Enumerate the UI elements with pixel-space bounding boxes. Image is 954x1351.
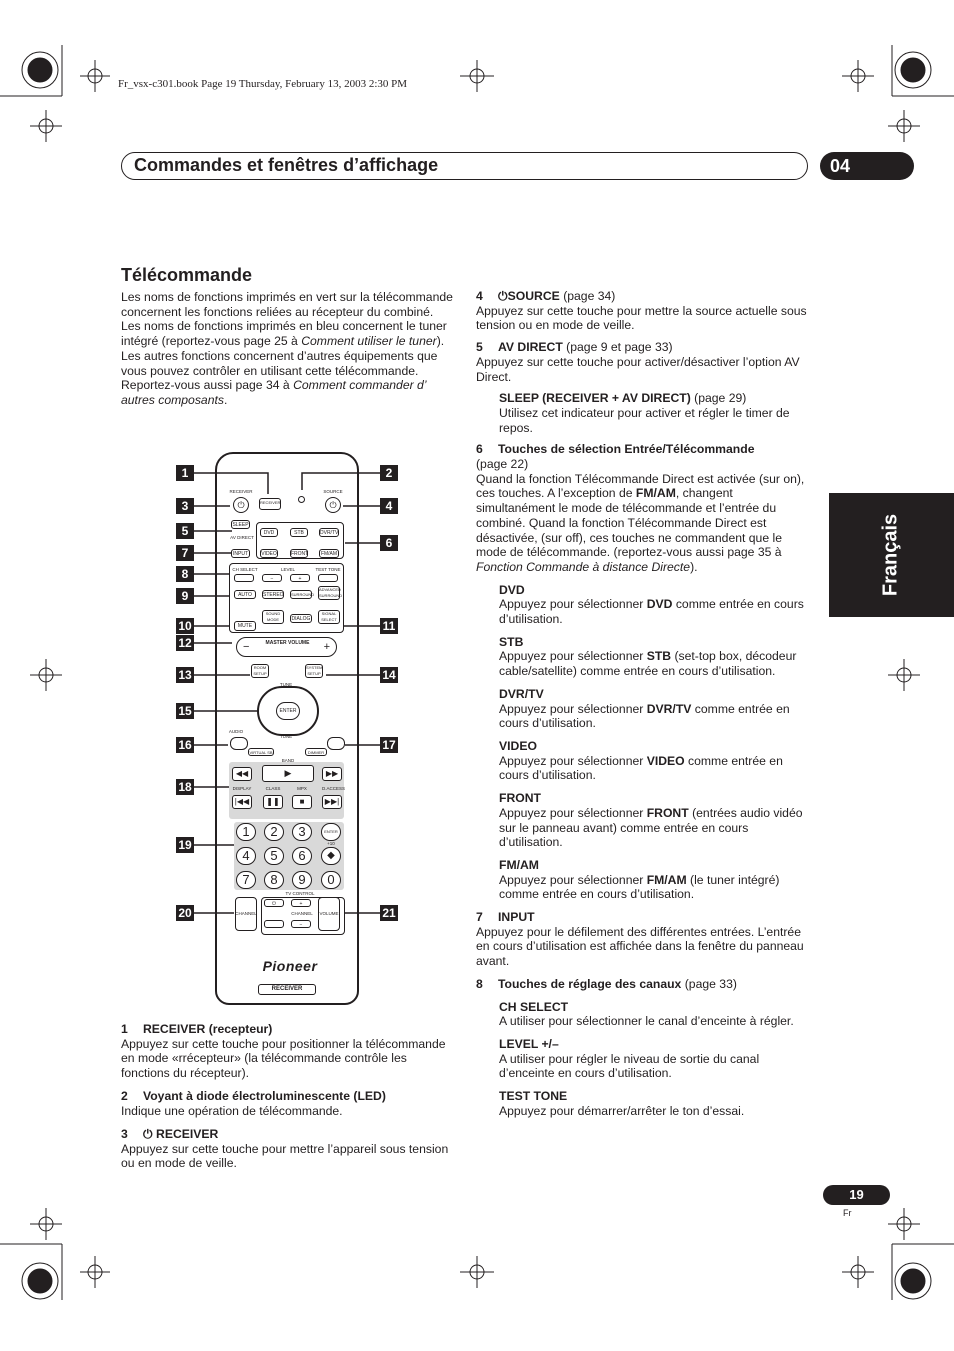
item-6-text-c: ). — [690, 559, 698, 574]
item-6-text — [476, 472, 810, 575]
item-4-ref: (page 34) — [563, 289, 616, 303]
item-1-heading — [121, 1022, 454, 1037]
intro-em-2: Comment commander d’ autres composants — [121, 378, 426, 407]
fm-am-button[interactable]: FM/AM — [320, 551, 338, 557]
item-1-title: RECEIVER (recepteur) — [143, 1022, 273, 1036]
class-label: CLASS — [265, 786, 281, 791]
sub-stb-bold: STB — [646, 649, 672, 664]
intro-text-2: ). Les autres fonctions concernent d’autres équipements que vous pouvez contrôler en utilisant cette télécommande. Reportez-vous aussi page 34 à — [121, 334, 445, 393]
test-tone-button[interactable] — [318, 574, 338, 582]
audio-label: AUDIO — [228, 729, 244, 734]
callout-16: 16 — [176, 737, 194, 753]
sub-fmam-bold: FM/AM — [646, 872, 687, 887]
volume-plus-icon[interactable]: + — [323, 641, 330, 653]
channel-subitems — [476, 992, 810, 1119]
item-6-text-b: , changent simultanément le mode de télécommande et l’entrée du combiné. Quand la fonction Télécommande Direct est désactivée, (sur off), ces touches ne commandent que le mode de télécommande. (reportez-vous aussi page 35 à — [476, 486, 782, 560]
receiver-power-button[interactable]: ⏻ — [233, 497, 249, 513]
sub-fmam-text — [499, 873, 810, 902]
callout-1: 1 — [176, 465, 194, 481]
room-setup-button[interactable]: ROOM SETUP — [251, 664, 269, 678]
item-5-heading — [476, 340, 810, 355]
item-4-number: 4 — [476, 289, 483, 303]
digit-5-button[interactable]: 5 — [264, 847, 284, 865]
item-2-title: Voyant à diode électroluminescente (LED) — [143, 1089, 386, 1103]
led-indicator — [298, 496, 305, 503]
item-3-text: Appuyez sur cette touche pour mettre l’appareil sous tension ou en mode de veille. — [121, 1141, 449, 1171]
sub-ch-select-title: CH SELECT — [499, 999, 569, 1014]
digit-0-button[interactable]: 0 — [321, 871, 341, 889]
callout-18: 18 — [176, 779, 194, 795]
callout-12: 12 — [176, 635, 194, 651]
signal-select-button[interactable]: SIGNAL SELECT — [318, 610, 340, 624]
sub-stb-title: STB — [499, 634, 524, 649]
language-tab-label: Français — [879, 513, 902, 597]
callout-11: 11 — [380, 618, 398, 634]
sub-video-pre: Appuyez pour sélectionner — [499, 753, 647, 768]
callout-4: 4 — [380, 498, 398, 514]
sub-stb-text — [499, 649, 810, 678]
left-item-1 — [121, 1022, 454, 1081]
item-7-heading — [476, 910, 810, 925]
sub-video-bold: VIDEO — [646, 753, 685, 768]
mpx-label: MPX — [297, 786, 307, 791]
item-8-number: 8 — [476, 976, 483, 991]
input-button[interactable]: INPUT — [233, 551, 248, 557]
chapter-title: Commandes et fenêtres d’affichage — [121, 152, 808, 180]
receiver-mode-button[interactable]: RECEIVER — [259, 498, 281, 510]
sub-ch-select-text: A utiliser pour sélectionner le canal d’enceinte à régler. — [499, 1014, 794, 1029]
sub-dvrtv-title: DVR/TV — [499, 686, 544, 701]
item-6-ref: (page 22) — [476, 457, 529, 472]
sub-fmam-title: FM/AM — [499, 857, 539, 872]
item-6-em: Fonction Commande à distance Directe — [476, 559, 691, 574]
sub-video-text — [499, 754, 810, 783]
item-3-title: RECEIVER — [156, 1127, 219, 1141]
sub-dvd-title: DVD — [499, 582, 525, 597]
sub-test-tone-title: TEST TONE — [499, 1089, 568, 1104]
sub-dvrtv-text — [499, 702, 810, 731]
item-6-number: 6 — [476, 442, 483, 457]
page-language: Fr — [843, 1208, 852, 1218]
display-label: DISPLAY — [232, 786, 252, 791]
sub-dvd-post: comme entrée en cours d’utilisation. — [499, 597, 804, 627]
receiver-label: RECEIVER — [229, 489, 253, 494]
sound-mode-button[interactable]: SOUND MODE — [262, 610, 284, 624]
sub-fmam-post: (le tuner intégré) comme entrée en cours d’utilisation. — [499, 872, 780, 902]
left-item-2 — [121, 1089, 454, 1118]
tv-control-label: TV CONTROL — [285, 891, 315, 896]
volume-label: VOLUME — [319, 911, 339, 916]
digit-1-button[interactable]: 1 — [236, 823, 256, 841]
master-volume-button[interactable] — [236, 637, 337, 657]
enter-button[interactable]: ENTER — [276, 702, 300, 720]
callout-8: 8 — [176, 566, 194, 582]
plus10-button[interactable]: ◆ — [321, 847, 341, 865]
front-button[interactable]: FRONT — [291, 551, 309, 557]
sleep-heading — [499, 391, 810, 406]
advanced-surround-button[interactable]: ADVANCED SURROUND — [319, 587, 343, 598]
stop-button[interactable]: ■ — [292, 795, 312, 809]
sub-dvrtv-pre: Appuyez pour sélectionner — [499, 701, 647, 716]
d-access-label: D.ACCESS — [322, 786, 346, 791]
sub-dvrtv-post: comme entrée en cours d’utilisation. — [499, 701, 790, 731]
sub-test-tone-text: Appuyez pour démarrer/arrêter le ton d’essai. — [499, 1103, 745, 1118]
item-5-text: Appuyez sur cette touche pour activer/désactiver l’option AV Direct. — [476, 354, 800, 384]
sub-front-post: (entrées audio vidéo sur le panneau avant) comme entrée en cours d’utilisation. — [499, 805, 803, 850]
sleep-title: SLEEP (RECEIVER + AV DIRECT) — [499, 391, 691, 406]
plus10-label: +10 — [327, 841, 335, 846]
sub-stb-pre: Appuyez pour sélectionner — [499, 649, 647, 664]
ch-select-button[interactable] — [234, 574, 254, 582]
item-1-text: Appuyez sur cette touche pour positionner la télécommande en mode «rrécepteur» (la télécommande contrôle les fonctions du récepteur). — [121, 1036, 446, 1081]
item-6-bold: FM/AM — [635, 486, 676, 501]
tv-channel-label: CHANNEL — [291, 911, 313, 916]
item-3-number: 3 — [121, 1127, 128, 1141]
item-7-title: INPUT — [498, 910, 535, 925]
sub-front-text — [499, 806, 810, 850]
tune-up-label: TUNE — [279, 682, 293, 687]
sub-fmam-pre: Appuyez pour sélectionner — [499, 872, 647, 887]
sub-front-bold: FRONT — [646, 805, 689, 820]
callout-5: 5 — [176, 523, 194, 539]
channel-label: CHANNEL — [235, 911, 257, 916]
sleep-text: Utilisez cet indicateur pour activer et régler le timer de repos. — [499, 405, 790, 435]
play-button[interactable]: ▶ — [262, 765, 314, 782]
virtual-sb-button[interactable]: VIRTUAL SB — [249, 750, 273, 755]
pause-button[interactable]: ❚❚ — [263, 795, 283, 809]
master-volume-label: MASTER VOLUME — [265, 640, 310, 646]
tv-channel-up-button[interactable]: + — [291, 899, 311, 907]
mute-button[interactable]: MUTE — [234, 621, 256, 631]
stereo-button[interactable]: STEREO — [263, 592, 284, 598]
sub-video-title: VIDEO — [499, 738, 537, 753]
tune-down-label: TUNE — [279, 734, 293, 739]
forward-button[interactable]: ▶▶ — [322, 767, 342, 781]
item-2-text: Indique une opération de télécommande. — [121, 1103, 343, 1118]
dvd-button[interactable]: DVD — [260, 528, 278, 537]
system-setup-button[interactable]: SYSTEM SETUP — [306, 665, 323, 676]
item-5-number: 5 — [476, 340, 483, 355]
sub-dvd-text — [499, 597, 810, 626]
sub-video-post: comme entrée en cours d’utilisation. — [499, 753, 783, 783]
callout-10: 10 — [176, 618, 194, 634]
tv-power-button[interactable]: ⏻ — [264, 899, 284, 907]
test-tone-label: TEST TONE — [315, 567, 341, 572]
item-6-text-a: Quand la fonction Télécommande Direct est activée (sur on), ces touches. A l’exception de — [476, 471, 805, 501]
auto-button[interactable]: AUTO — [234, 590, 256, 599]
sleep-ref: (page 29) — [694, 391, 747, 406]
next-button[interactable]: ▶▶| — [322, 795, 342, 809]
callout-6: 6 — [380, 535, 398, 551]
callout-9: 9 — [176, 588, 194, 604]
guide-button[interactable] — [327, 737, 345, 750]
surround-button[interactable]: SURROUND — [291, 592, 315, 597]
callout-3: 3 — [176, 498, 194, 514]
sub-front-title: FRONT — [499, 791, 541, 806]
sleep-subitem — [476, 391, 810, 435]
left-item-3 — [121, 1127, 454, 1171]
enter-keypad-button[interactable]: ENTER — [321, 823, 341, 841]
callout-17: 17 — [380, 737, 398, 753]
callout-13: 13 — [176, 667, 194, 683]
callout-21: 21 — [380, 905, 398, 921]
callout-15: 15 — [176, 703, 194, 719]
dialog-button[interactable]: DIALOG — [291, 616, 311, 622]
callout-19: 19 — [176, 837, 194, 853]
input-subitems — [476, 575, 810, 902]
source-power-icon: ⏻ — [498, 289, 508, 303]
item-8-title: Touches de réglage des canaux — [498, 976, 682, 991]
page-number: 19 — [823, 1185, 890, 1205]
file-header: Fr_vsx-c301.book Page 19 Thursday, February 13, 2003 2:30 PM — [118, 78, 408, 90]
dimmer-button[interactable]: DIMMER — [305, 748, 327, 756]
sub-dvd-pre: Appuyez pour sélectionner — [499, 597, 647, 612]
callout-7: 7 — [176, 545, 194, 561]
power-icon: ⏻ — [143, 1127, 157, 1141]
ch-select-label: CH SELECT — [232, 567, 258, 572]
item-6-heading — [476, 442, 810, 457]
bottom-receiver-button[interactable]: RECEIVER — [258, 984, 316, 995]
item-1-number: 1 — [121, 1022, 128, 1036]
source-label: SOURCE — [323, 489, 343, 494]
tv-input-button[interactable] — [264, 920, 284, 928]
intro-em-1: Comment utiliser le tuner — [301, 334, 437, 349]
item-2-heading — [121, 1089, 454, 1104]
item-3-heading — [121, 1127, 454, 1142]
level-plus-button[interactable]: + — [290, 574, 310, 582]
sleep-button[interactable]: SLEEP — [232, 522, 249, 528]
right-column — [476, 289, 810, 1118]
intro-text-1: Les noms de fonctions imprimés en vert sur la télécommande concernent les fonctions reliées au récepteur du combiné. Les noms de fonctions imprimés en bleu concernent le tuner intégré (reportez-vous page 25 à — [121, 290, 453, 349]
sub-level-title: LEVEL +/– — [499, 1036, 559, 1051]
dvr-tv-button[interactable]: DVR/TV — [320, 530, 339, 536]
item-4-heading — [476, 289, 810, 304]
sub-level-text: A utiliser pour régler le niveau de sortie du canal d’enceinte en cours d’utilisation. — [499, 1051, 760, 1081]
callout-14: 14 — [380, 667, 398, 683]
item-8-heading — [476, 977, 810, 992]
previous-button[interactable]: |◀◀ — [232, 795, 252, 809]
callout-2: 2 — [380, 465, 398, 481]
volume-minus-icon: − — [243, 641, 250, 653]
item-5-ref: (page 9 et page 33) — [566, 340, 673, 355]
callout-20: 20 — [176, 905, 194, 921]
intro-text-3: . — [223, 392, 228, 407]
item-6-title: Touches de sélection Entrée/Télécommande — [498, 442, 755, 457]
tv-channel-down-button[interactable]: − — [291, 920, 311, 928]
digit-8-button[interactable]: 8 — [264, 871, 284, 889]
pioneer-logo: Pioneer — [262, 958, 318, 974]
item-5-title: AV DIRECT — [498, 340, 563, 355]
video-button[interactable]: VIDEO — [261, 551, 277, 557]
digit-6-button[interactable]: 6 — [292, 847, 312, 865]
digit-9-button[interactable]: 9 — [292, 871, 312, 889]
digit-3-button[interactable]: 3 — [292, 823, 312, 841]
sub-stb-post: (set-top box, décodeur cable/satellite) comme entrée en cours d’utilisation. — [499, 649, 797, 679]
section-title: Télécommande — [121, 265, 253, 285]
digit-2-button[interactable]: 2 — [264, 823, 284, 841]
item-4-title: SOURCE — [507, 289, 560, 303]
stb-button[interactable]: STB — [290, 528, 308, 537]
item-4-text: Appuyez sur cette touche pour mettre la source actuelle sous tension ou en mode de veille. — [476, 303, 807, 333]
sub-front-pre: Appuyez pour sélectionner — [499, 805, 647, 820]
sub-dvrtv-bold: DVR/TV — [646, 701, 692, 716]
chapter-number: 04 — [820, 152, 914, 180]
av-direct-label: AV DIRECT — [230, 535, 254, 540]
sub-dvd-bold: DVD — [646, 597, 673, 612]
rewind-button[interactable]: ◀◀ — [232, 767, 252, 781]
digit-4-button[interactable]: 4 — [236, 847, 256, 865]
digit-7-button[interactable]: 7 — [236, 871, 256, 889]
source-power-button[interactable]: ⏻ — [325, 497, 341, 513]
audio-button[interactable] — [230, 737, 248, 750]
band-label: BAND — [281, 758, 295, 763]
item-2-number: 2 — [121, 1089, 128, 1103]
item-7-text: Appuyez pour le défilement des différentes entrées. L’entrée en cours d’utilisation est affichée dans la fenêtre du panneau avant. — [476, 924, 804, 969]
item-8-ref: (page 33) — [684, 976, 737, 991]
level-label: LEVEL — [280, 567, 295, 572]
item-7-number: 7 — [476, 910, 483, 925]
level-minus-button[interactable]: − — [262, 574, 282, 582]
